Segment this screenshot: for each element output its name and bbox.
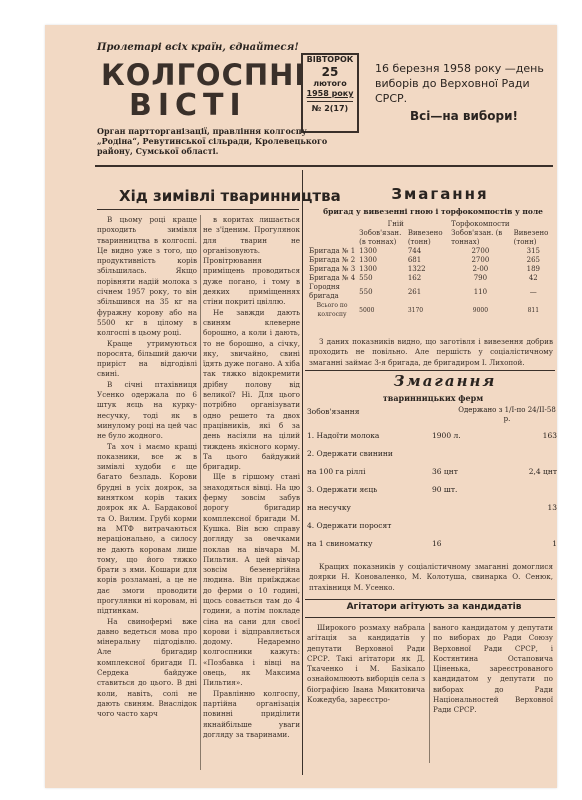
agitators-article-title: Агітатори агітують за кандидатів bbox=[346, 602, 522, 612]
list-item bbox=[307, 520, 557, 531]
paragraph: Широкого розмаху набрала агітація за кандидатів у депутати Верховної Ради СРСР. Такі агітатори як Д. Ткаченко і М. Базікало ознайомлюють виборців села з біографією Івана Микитовича Кожедуба, зареєстро- bbox=[307, 623, 425, 705]
masthead-organ: Орган партторганізації, правління колгоспу „Родіна“, Ревутинської сільради, Кролевецького району, Сумської області. bbox=[97, 126, 328, 156]
paragraph: Не завжди дають свиням клеверне борошно, а коли і дають, то не борошно, а січку, яку, звичайно, свині їдять дуже погано. А хіба так тяжко відокремити дрібну полову від великої? Ні. Для цього потрібно організувати одно решето та двох працівників, які б за день насіяли на цілий тиждень якісного корму. Та цього байдужий бригадир. bbox=[203, 307, 300, 472]
list-item bbox=[307, 484, 557, 495]
table-cell: 315 bbox=[526, 247, 540, 255]
farm-item-label: на 100 га ріллі bbox=[307, 467, 366, 476]
table-cell: 42 bbox=[528, 274, 538, 282]
table-cell: 162 bbox=[407, 274, 422, 282]
farm-item-obligation bbox=[432, 520, 492, 531]
election-announcement bbox=[375, 61, 553, 124]
table-total-row bbox=[307, 301, 555, 319]
masthead-title-line1: КОЛГОСПНІ bbox=[101, 58, 307, 92]
paragraph: ваного кандидатом у депутати по виборах до Ради Союзу Верховної Ради СРСР, і Костянтина Остаповича Ціненька, зареєстрованого кандидатом у депутати по виборах до Ради Національностей Верховної Ради СРСР. bbox=[433, 623, 553, 715]
masthead-motto: Пролетарі всіх країн, єднайтеся! bbox=[97, 42, 299, 53]
farms-competition-subtitle: тваринницьких ферм bbox=[382, 393, 484, 403]
table-cell: 1300 bbox=[359, 265, 377, 273]
table-row bbox=[307, 265, 555, 274]
farm-item-label: на 1 свиноматку bbox=[307, 539, 373, 548]
election-date-line: 16 березня 1958 року —день виборів до Верховної Ради СРСР. bbox=[375, 62, 544, 105]
farm-item-received: 2,4 цнт bbox=[528, 467, 557, 476]
table-cell: 744 bbox=[407, 247, 422, 255]
paragraph: В цьому році краще проходить зимівля тваринництва в колгоспі. Це видно уже з того, що продуктивність корів збільшилась. Якщо порівняти надій молока з січнем 1957 року, то він збільшився на 35 кг на фуражну корову або на 5500 кг в цілому в колгоспі в цьому році. bbox=[97, 215, 197, 338]
table-cell: — bbox=[529, 287, 537, 296]
table-cell: 261 bbox=[407, 287, 422, 296]
table-header: Зобов'язан. (в тоннах) bbox=[451, 229, 503, 246]
table-cell: 811 bbox=[527, 306, 540, 314]
farm-item-label: 1. Надоїти молока bbox=[307, 431, 380, 440]
table-cell: 1300 bbox=[359, 247, 377, 255]
farm-item-obligation bbox=[432, 502, 492, 513]
paragraph: З даних показників видно, що заготівля і вивезення добрив проходить не повільно. Але першість у соціалістичному змаганні займає 3-я бригада, де бригадиром І. Лихопой. bbox=[309, 337, 553, 367]
farms-col-obligation: Зобов'язання bbox=[307, 407, 360, 416]
fields-competition-table bbox=[307, 220, 555, 319]
farms-col-received: Одержано з 1/I-по 24/II-58 р. bbox=[458, 406, 556, 423]
table-cell: 3170 bbox=[407, 306, 424, 314]
farm-item-label: 4. Одержати поросят bbox=[307, 521, 392, 530]
list-item bbox=[307, 538, 557, 549]
table-cell: 550 bbox=[359, 274, 373, 282]
farms-header-row bbox=[307, 406, 557, 424]
winter-title-rule bbox=[97, 209, 299, 210]
table-cell: 189 bbox=[526, 265, 540, 273]
paragraph: На свинофермі вже давно ведеться мова про мінеральну підгодівлю. Але бригадир комплексної бригади П. Сердека байдуже ставиться до цього. В дні коли, навіть, солі не дають свиням. Внаслідок чого часто харч bbox=[97, 616, 197, 719]
winter-article-col1 bbox=[97, 215, 197, 773]
issue-weekday: ВІВТОРОК bbox=[306, 55, 354, 64]
table-header bbox=[307, 220, 357, 229]
table-header-row bbox=[307, 220, 555, 229]
table-row bbox=[307, 274, 555, 283]
table-header: Гній bbox=[387, 220, 404, 228]
table-cell: 2700 bbox=[471, 247, 490, 255]
issue-month: лютого bbox=[313, 79, 347, 88]
table-cell: 9000 bbox=[472, 306, 489, 314]
fields-competition-subtitle: бригад у вивезенні гною і торфокомпостів у поле bbox=[323, 207, 543, 216]
table-header: Торфокомпости bbox=[451, 220, 510, 228]
section-rule bbox=[305, 370, 555, 371]
farms-competition-title: Змагання bbox=[393, 372, 497, 390]
table-header bbox=[512, 220, 555, 229]
agitators-article-col2 bbox=[433, 623, 553, 773]
paragraph: Та хоч і маємо кращі показники, все ж в зимівлі худоби є ще багато безладь. Корови брудні в усіх доярок, за винятком корів таких доярок як А. Бардакової та О. Вилим. Грубі корми на МТФ витрачаються нераціонально, а силосу не дають коровам лише тому, що його тяжко брати з ями. Кошари для корів розламані, а це не дає змоги проводити прогулянки ні коровам, ні підтинкам. bbox=[97, 441, 197, 616]
table-header bbox=[406, 220, 449, 229]
farm-item-obligation: 36 цнт bbox=[432, 467, 458, 476]
table-cell: Бригада № 4 bbox=[309, 274, 356, 282]
farm-item-obligation: 1900 л. bbox=[432, 431, 461, 440]
table-cell: 2700 bbox=[471, 256, 490, 264]
table-cell: Городня бригада bbox=[309, 283, 340, 300]
table-header bbox=[307, 229, 357, 247]
paragraph: Правлінню колгоспу, партійна організація повинні приділити якнайбільше уваги догляду за тваринами. bbox=[203, 688, 300, 739]
table-cell: 550 bbox=[359, 287, 373, 296]
farm-item-received: 13 bbox=[547, 503, 557, 512]
fields-competition-title: Змагання bbox=[391, 185, 489, 203]
farm-item-received bbox=[497, 448, 557, 459]
winter-article-title: Хід зимівлі тваринництва bbox=[119, 187, 341, 205]
farm-item-label: 3. Одержати яєць bbox=[307, 485, 378, 494]
paragraph: В січні птахівниця Усенко одержала по 6 штук яєць на курку-несучку, тоді як в минулому році на цей час не було жодного. bbox=[97, 379, 197, 441]
list-item bbox=[307, 430, 557, 441]
list-item bbox=[307, 466, 557, 477]
farms-competition-list bbox=[307, 406, 557, 549]
issue-number: № 2(17) bbox=[311, 104, 349, 113]
newspaper-page bbox=[45, 25, 557, 788]
paragraph: Ще в гіршому стані знаходяться вівці. На цю ферму зовсім забув дорогу бригадир комплексної бригади М. Кушка. Він всю справу догляду за овечками поклав на вівчара М. Пильтия. А цей вівчар зовсім безенергійна людина. Він приїжджає до ферми о 10 годині, щось совається там до 4 години, а потім покладе сіна на сани для своєї корови і відправляється додому. Недаремно колгоспники кажуть: «Позбавка і вівці на овець, як Максима Пильтия». bbox=[203, 472, 300, 688]
masthead-rule bbox=[95, 165, 553, 167]
table-cell: Бригада № 1 bbox=[309, 247, 356, 255]
masthead-title-line2: ВІСТІ bbox=[129, 88, 247, 123]
issue-date-box bbox=[301, 53, 359, 133]
table-header: Вивезено (тонн) bbox=[513, 229, 549, 246]
table-header: Вивезено (тонн) bbox=[407, 229, 443, 246]
list-item bbox=[307, 448, 557, 459]
fields-competition-text bbox=[309, 337, 553, 369]
table-cell: Бригада № 2 bbox=[309, 256, 356, 264]
agitators-column-divider bbox=[429, 623, 430, 763]
list-item bbox=[307, 502, 557, 513]
table-cell: Бригада № 3 bbox=[309, 265, 356, 273]
farm-item-label: 2. Одержати свинини bbox=[307, 449, 393, 458]
table-cell: 790 bbox=[473, 274, 488, 282]
table-cell: 2-00 bbox=[472, 265, 489, 273]
table-cell: 110 bbox=[473, 287, 488, 296]
table-row bbox=[307, 247, 555, 256]
farm-item-received: 1 bbox=[552, 539, 557, 548]
farms-competition-text bbox=[309, 562, 553, 598]
agitators-article-col1 bbox=[307, 623, 425, 773]
election-call: Всі—на вибори! bbox=[409, 109, 519, 123]
table-cell: 1300 bbox=[359, 256, 377, 264]
farm-item-obligation: 16 bbox=[432, 539, 442, 548]
table-header: Зобов'язан. (в тоннах) bbox=[359, 229, 402, 246]
table-subheader-row bbox=[307, 229, 555, 247]
farm-item-received bbox=[497, 520, 557, 531]
table-row bbox=[307, 283, 555, 301]
farm-item-label: на несучку bbox=[307, 503, 351, 512]
farm-item-received bbox=[497, 484, 557, 495]
issue-day: 25 bbox=[321, 65, 339, 79]
table-cell: 1322 bbox=[407, 265, 426, 273]
paragraph: Кращих показників у соціалістичному змаганні домоглися доярки Н. Коноваленко, М. Колотуша, свинарка О. Сенюк, птахівниця М. Усенко. bbox=[309, 562, 553, 592]
table-cell: 5000 bbox=[359, 306, 375, 314]
agitators-title-rule bbox=[305, 617, 555, 618]
farm-item-received: 163 bbox=[542, 431, 557, 440]
table-cell: Всього по колгоспу bbox=[316, 302, 348, 318]
table-cell: 265 bbox=[526, 256, 540, 264]
page-column-divider bbox=[302, 170, 303, 775]
winter-column-divider bbox=[200, 215, 201, 770]
paragraph: в коритах лишається не з'їденим. Прогулянок для тварин не організовують. Провітрювання приміщень проводиться дуже погано, і тому в деяких приміщеннях стіни покриті цвіллю. bbox=[203, 215, 300, 307]
farm-item-obligation bbox=[432, 448, 492, 459]
paragraph: Краще утримуються поросята, більший даючи приріст на відгодівлі свині. bbox=[97, 338, 197, 379]
table-cell: 681 bbox=[407, 256, 422, 264]
issue-year: 1958 року bbox=[306, 89, 354, 98]
farm-item-obligation: 90 шт. bbox=[432, 485, 458, 494]
table-row bbox=[307, 256, 555, 265]
section-rule bbox=[305, 599, 555, 600]
winter-article-col2 bbox=[203, 215, 300, 773]
